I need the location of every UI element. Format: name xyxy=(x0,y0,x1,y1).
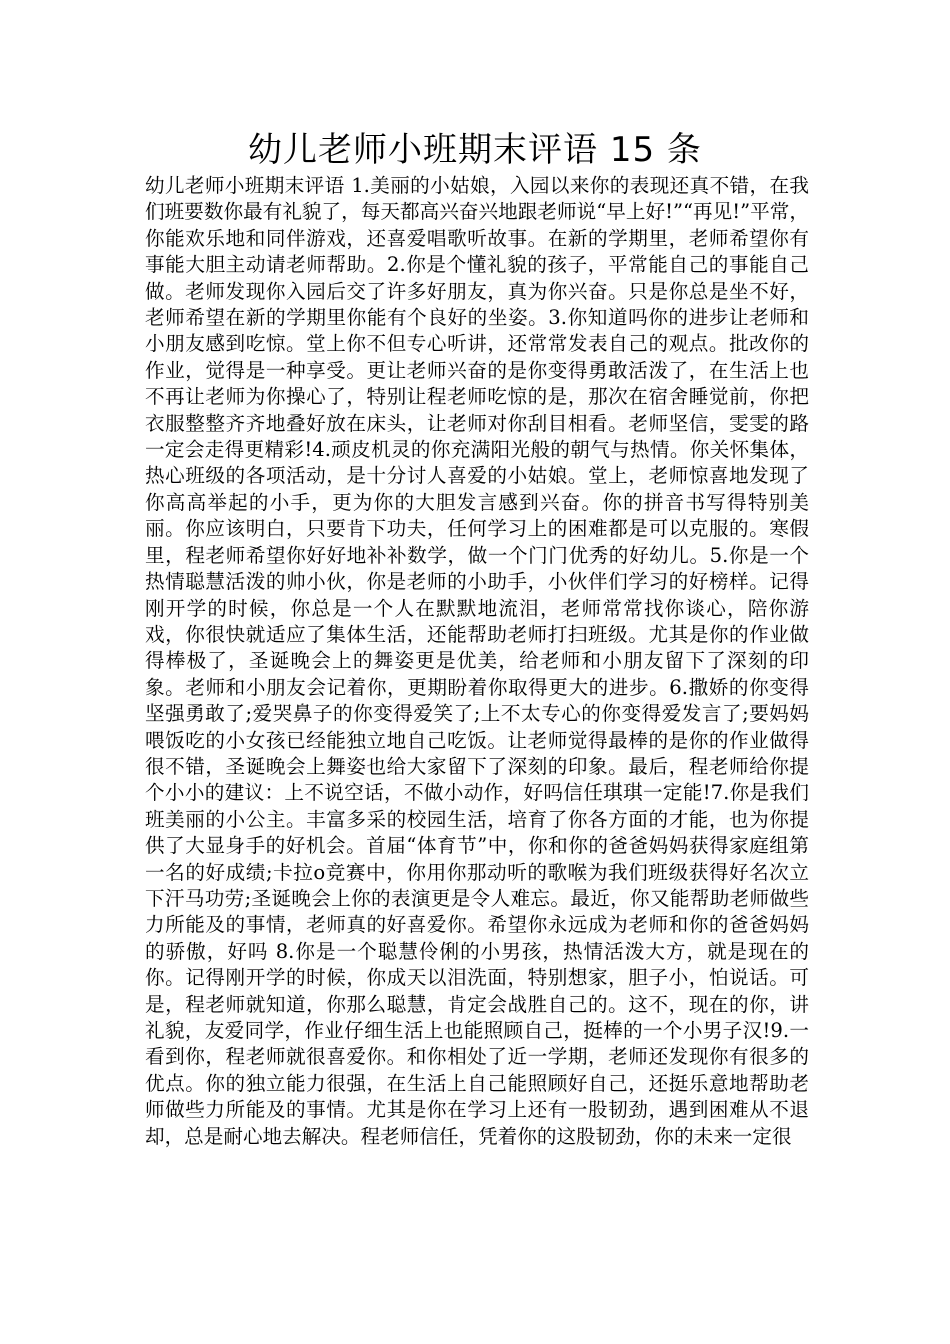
document-title: 幼儿老师小班期末评语 15 条 xyxy=(248,130,702,170)
document-body-text: 幼儿老师小班期末评语 1.美丽的小姑娘，入园以来你的表现还真不错，在我们班要数你最有礼貌了，每天都高兴奋兴地跟老师说“早上好!”“再见!”平常，你能欢乐地和同伴游戏，还喜爱唱歌听故事。在新的学期里，老师希望你有事能大胆主动请老师帮助。2.你是个懂礼貌的孩子，平常能自己的事能自己做。老师发现你入园后交了许多好朋友，真为你兴奋。只是你总是坐不好，老师希望在新的学期里你能有个良好的坐姿。3.你知道吗你的进步让老师和小朋友感到吃惊。堂上你不但专心听讲，还常常发表自己的观点。批改你的作业，觉得是一种享受。更让老师兴奋的是你变得勇敢活泼了，在生活上也不再让老师为你操心了，特别让程老师吃惊的是，那次在宿舍睡觉前，你把衣服整整齐齐地叠好放在床头，让老师对你刮目相看。老师坚信，雯雯的路一定会走得更精彩!4.顽皮机灵的你充满阳光般的朝气与热情。你关怀集体，热心班级的各项活动，是十分讨人喜爱的小姑娘。堂上，老师惊喜地发现了你高高举起的小手，更为你的大胆发言感到兴奋。你的拼音书写得特别美丽。你应该明白，只要肯下功夫，任何学习上的困难都是可以克服的。寒假里，程老师希望你好好地补补数学，做一个门门优秀的好幼儿。5.你是一个热情聪慧活泼的帅小伙，你是老师的小助手，小伙伴们学习的好榜样。记得刚开学的时候，你总是一个人在默默地流泪，老师常常找你谈心，陪你游戏，你很快就适应了集体生活，还能帮助老师打扫班级。尤其是你的作业做得棒极了，圣诞晚会上的舞姿更是优美，给老师和小朋友留下了深刻的印象。老师和小朋友会记着你，更期盼着你取得更大的进步。6.撒娇的你变得坚强勇敢了;爱哭鼻子的你变得爱笑了;上不太专心的你变得爱发言了;要妈妈喂饭吃的小女孩已经能独立地自己吃饭。让老师觉得最棒的是你的作业做得很不错，圣诞晚会上舞姿也给大家留下了深刻的印象。最后，程老师给你提个小小的建议：上不说空话，不做小动作，好吗信任琪琪一定能!7.你是我们班美丽的小公主。丰富多采的校园生活，培育了你各方面的才能，也为你提供了大显身手的好机会。首届“体育节”中，你和你的爸爸妈妈获得家庭组第一名的好成绩;卡拉o竞赛中，你用你那动听的歌喉为我们班级获得好名次立下汗马功劳;圣诞晚会上你的表演更是令人难忘。最近，你又能帮助老师做些力所能及的事情，老师真的好喜爱你。希望你永远成为老师和你的爸爸妈妈的骄傲，好吗 8.你是一个聪慧伶俐的小男孩，热情活泼大方，就是现在的你。记得刚开学的时候，你成天以泪洗面，特别想家，胆子小，怕说话。可是，程老师就知道，你那么聪慧，肯定会战胜自己的。这不，现在的你，讲礼貌，友爱同学，作业仔细生活上也能照顾自己，挺棒的一个小男子汉!9.一看到你，程老师就很喜爱你。和你相处了近一学期，老师还发现你有很多的优点。你的独立能力很强，在生活上自己能照顾好自己，还挺乐意地帮助老师做些力所能及的事情。尤其是你在学习上还有一股韧劲，遇到困难从不退却，总是耐心地去解决。程老师信任，凭着你的这股韧劲，你的未来一定很 xyxy=(145,174,809,1148)
